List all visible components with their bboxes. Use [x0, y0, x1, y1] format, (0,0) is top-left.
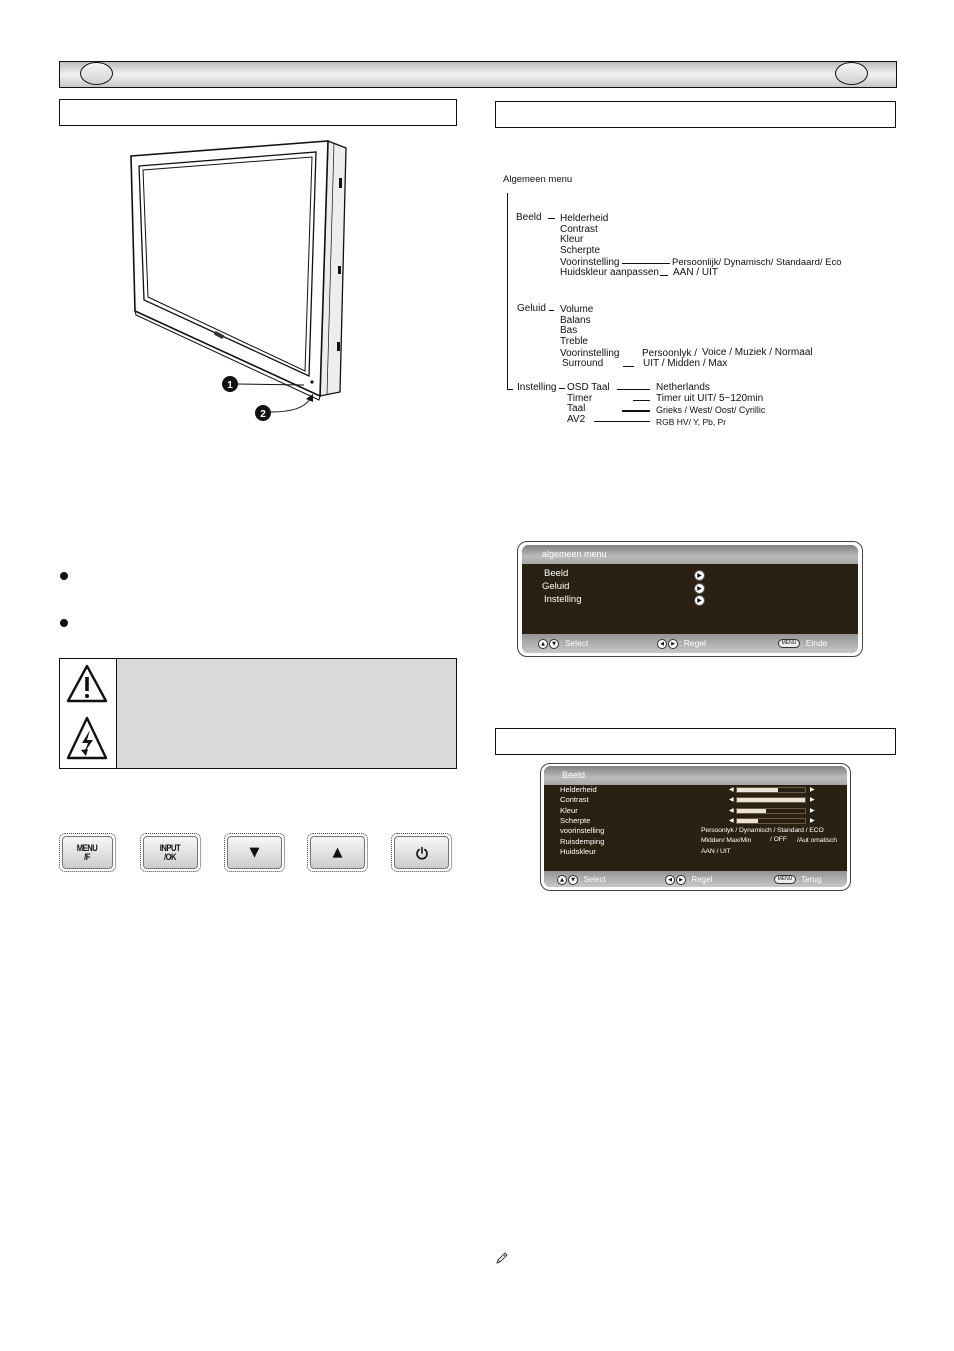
slider-right-arrow-icon[interactable]: ▶	[810, 817, 815, 824]
warning-box	[59, 658, 457, 769]
tree-connector	[549, 310, 554, 311]
osd-picture-title-bar	[544, 766, 847, 785]
footer-adjust-text: : Regel	[679, 638, 706, 648]
menu-f-button-line1: MENU	[77, 842, 98, 853]
pencil-icon	[495, 1251, 509, 1265]
osd-picture-title: Beeld	[562, 770, 586, 780]
down-arrow-icon: ▼	[549, 639, 559, 649]
option-label-voorinstelling: voorinstelling	[560, 826, 605, 835]
down-button-face[interactable]	[227, 836, 282, 869]
slider-helderheid[interactable]	[736, 787, 806, 793]
tree-item-value: AAN / UIT	[673, 267, 719, 278]
slider-contrast[interactable]	[736, 797, 806, 803]
footer-exit-text: : Einde	[801, 638, 828, 648]
caution-exclamation-icon	[66, 664, 108, 703]
right-arrow-icon: ▶	[668, 639, 678, 649]
menu-f-button-label	[77, 844, 97, 862]
footer-select-text: : Select	[579, 875, 606, 884]
right-arrow-circle-icon[interactable]: ▶	[694, 570, 705, 581]
option-label-huidskleur: Huidskleur	[560, 847, 596, 856]
callout-1-number: 1	[227, 380, 233, 391]
option-value-ruisdemping-1[interactable]: Midden/ Max/Min	[701, 837, 752, 844]
osd-menu-item-geluid[interactable]: Geluid	[542, 581, 570, 592]
tree-connector	[660, 275, 668, 276]
tree-connector	[548, 218, 555, 219]
option-value-ruisdemping-2[interactable]: / OFF	[770, 836, 787, 843]
tree-item-value: Timer uit UIT/ 5~120min	[656, 393, 764, 404]
slider-left-arrow-icon[interactable]: ◀	[729, 807, 734, 814]
osd-main-menu-screen	[517, 541, 863, 657]
right-arrow-circle-icon[interactable]: ▶	[694, 583, 705, 594]
power-icon	[415, 846, 429, 860]
footer-adjust-hint	[665, 874, 712, 885]
footer-exit-hint	[778, 638, 827, 649]
tree-item: Contrast	[560, 224, 598, 235]
input-ok-button-line1: INPUT	[160, 842, 181, 853]
tree-item: Balans	[560, 315, 591, 326]
down-triangle-icon: ▼	[249, 845, 260, 860]
left-arrow-icon: ◀	[657, 639, 667, 649]
side-control-notch	[338, 266, 341, 274]
slider-fill	[737, 819, 758, 823]
callout-2-leader	[271, 399, 310, 412]
menu-key-icon: MENU	[778, 639, 800, 648]
warning-text-panel	[117, 659, 456, 768]
slider-right-arrow-icon[interactable]: ▶	[810, 807, 815, 814]
bullet-point	[60, 619, 68, 627]
electric-shock-icon	[66, 716, 108, 760]
tree-item: Scherpte	[560, 245, 601, 256]
tree-item: AV2	[567, 414, 586, 425]
tree-item: Helderheid	[560, 213, 609, 224]
option-value-ruisdemping-3[interactable]: /Aut omatisch	[797, 837, 837, 844]
tree-item: Timer	[567, 393, 593, 404]
tree-item-value: RGB HV/ Y, Pb, Pr	[656, 417, 727, 427]
tv-monitor-diagram	[120, 130, 360, 430]
slider-fill	[737, 809, 766, 813]
tree-connector	[633, 400, 650, 401]
slider-label-kleur: Kleur	[560, 806, 578, 815]
tree-item: Volume	[560, 304, 594, 315]
tree-item-value: Grieks / West/ Oost/ Cyrillic	[656, 405, 766, 415]
slider-label-contrast: Contrast	[560, 795, 589, 804]
input-ok-button-line2: /OK	[164, 851, 177, 862]
side-control-notch	[337, 342, 340, 351]
right-lower-section-header-box	[495, 728, 896, 755]
up-arrow-icon: ▲	[557, 875, 567, 885]
osd-picture-footer	[544, 871, 847, 887]
slider-scherpte[interactable]	[736, 818, 806, 824]
footer-select-hint	[557, 874, 606, 885]
header-left-badge	[80, 62, 113, 85]
osd-menu-item-instelling[interactable]: Instelling	[544, 594, 582, 605]
page-header-bar	[59, 61, 897, 88]
footer-select-hint	[538, 638, 588, 649]
osd-main-title: algemeen menu	[542, 549, 607, 559]
osd-picture-panel	[544, 766, 847, 887]
tree-group-instelling: Instelling	[517, 382, 557, 393]
tree-item: Surround	[562, 358, 604, 369]
footer-adjust-text: : Regel	[687, 875, 713, 884]
input-ok-button[interactable]	[140, 833, 201, 872]
osd-main-body	[522, 564, 858, 634]
left-arrow-icon: ◀	[665, 875, 675, 885]
ir-sensor-dot	[310, 380, 313, 383]
slider-kleur[interactable]	[736, 808, 806, 814]
up-arrow-icon: ▲	[538, 639, 548, 649]
tree-end-tick	[507, 389, 513, 390]
slider-label-scherpte: Scherpte	[560, 816, 591, 825]
tree-item-value: Netherlands	[656, 382, 710, 393]
footer-back-hint	[774, 874, 821, 885]
down-button[interactable]	[224, 833, 285, 872]
osd-main-panel	[522, 545, 858, 653]
warning-icons-column	[60, 659, 117, 768]
osd-picture-menu-screen	[540, 763, 851, 891]
slider-fill	[737, 788, 778, 792]
power-button[interactable]	[391, 833, 452, 872]
tree-item: Bas	[560, 325, 578, 336]
option-label-ruisdemping: Ruisdemping	[560, 837, 605, 846]
tree-group-geluid: Geluid	[517, 303, 546, 314]
side-control-notch	[339, 178, 342, 188]
right-arrow-icon: ▶	[676, 875, 686, 885]
option-value-huidskleur[interactable]: AAN / UIT	[701, 848, 731, 855]
right-section-header-box	[495, 101, 896, 128]
slider-fill	[737, 798, 805, 802]
up-button-face[interactable]	[310, 836, 365, 869]
down-arrow-icon: ▼	[568, 875, 578, 885]
menu-f-button[interactable]	[59, 833, 116, 872]
osd-menu-item-beeld[interactable]: Beeld	[544, 568, 569, 579]
tree-connector	[623, 366, 634, 367]
header-right-badge	[835, 62, 868, 85]
slider-right-arrow-icon[interactable]: ▶	[810, 796, 815, 803]
tree-item-value: Voice / Muziek / Normaal	[702, 347, 813, 358]
menu-f-button-line2: /F	[84, 851, 91, 862]
menu-key-icon: MENU	[774, 875, 796, 884]
tree-item: Voorinstelling	[560, 257, 620, 268]
slider-label-helderheid: Helderheid	[560, 785, 597, 794]
tree-connector	[622, 263, 670, 264]
input-ok-button-face[interactable]	[143, 836, 198, 869]
tree-item-value: Persoonlijk/ Dynamisch/ Standaard/ Eco	[672, 257, 842, 268]
menu-f-button-face[interactable]	[62, 836, 113, 869]
tree-group-beeld: Beeld	[516, 212, 542, 223]
bullet-point	[60, 572, 68, 580]
footer-back-text: : Terug	[797, 875, 822, 884]
tree-connector	[622, 410, 650, 412]
tree-item: Voorinstelling	[560, 348, 620, 359]
callout-2-number: 2	[260, 409, 266, 420]
footer-select-text: : Select	[560, 638, 589, 648]
left-section-header-box	[59, 99, 457, 126]
tree-item: Taal	[567, 403, 586, 414]
tree-item: OSD Taal	[567, 382, 610, 393]
tree-item: Huidskleur aanpassen	[560, 267, 659, 278]
osd-main-title-bar	[522, 545, 858, 564]
tree-item: Kleur	[560, 234, 584, 245]
menu-tree-root: Algemeen menu	[503, 174, 573, 185]
up-triangle-icon: ▲	[332, 845, 343, 860]
slider-right-arrow-icon[interactable]: ▶	[810, 786, 815, 793]
slider-left-arrow-icon[interactable]: ◀	[729, 817, 734, 824]
osd-picture-body	[544, 785, 847, 871]
tree-connector	[617, 389, 650, 390]
osd-main-footer	[522, 634, 858, 653]
option-value-voorinstelling[interactable]: Persoonlyk / Dynamisch / Standard / ECO	[701, 827, 824, 834]
tree-item-value: UIT / Midden / Max	[643, 358, 728, 369]
tree-connector	[559, 388, 565, 389]
tree-item: Treble	[560, 336, 588, 347]
tree-connector	[594, 421, 650, 422]
slider-left-arrow-icon[interactable]: ◀	[729, 796, 734, 803]
slider-left-arrow-icon[interactable]: ◀	[729, 786, 734, 793]
right-arrow-circle-icon[interactable]: ▶	[694, 595, 705, 606]
tree-item-value: Persoonlyk /	[642, 348, 698, 359]
tree-trunk-line	[507, 193, 508, 390]
footer-adjust-hint	[657, 638, 706, 649]
power-button-face[interactable]	[394, 836, 449, 869]
input-ok-button-label	[160, 844, 180, 862]
up-button[interactable]	[307, 833, 368, 872]
